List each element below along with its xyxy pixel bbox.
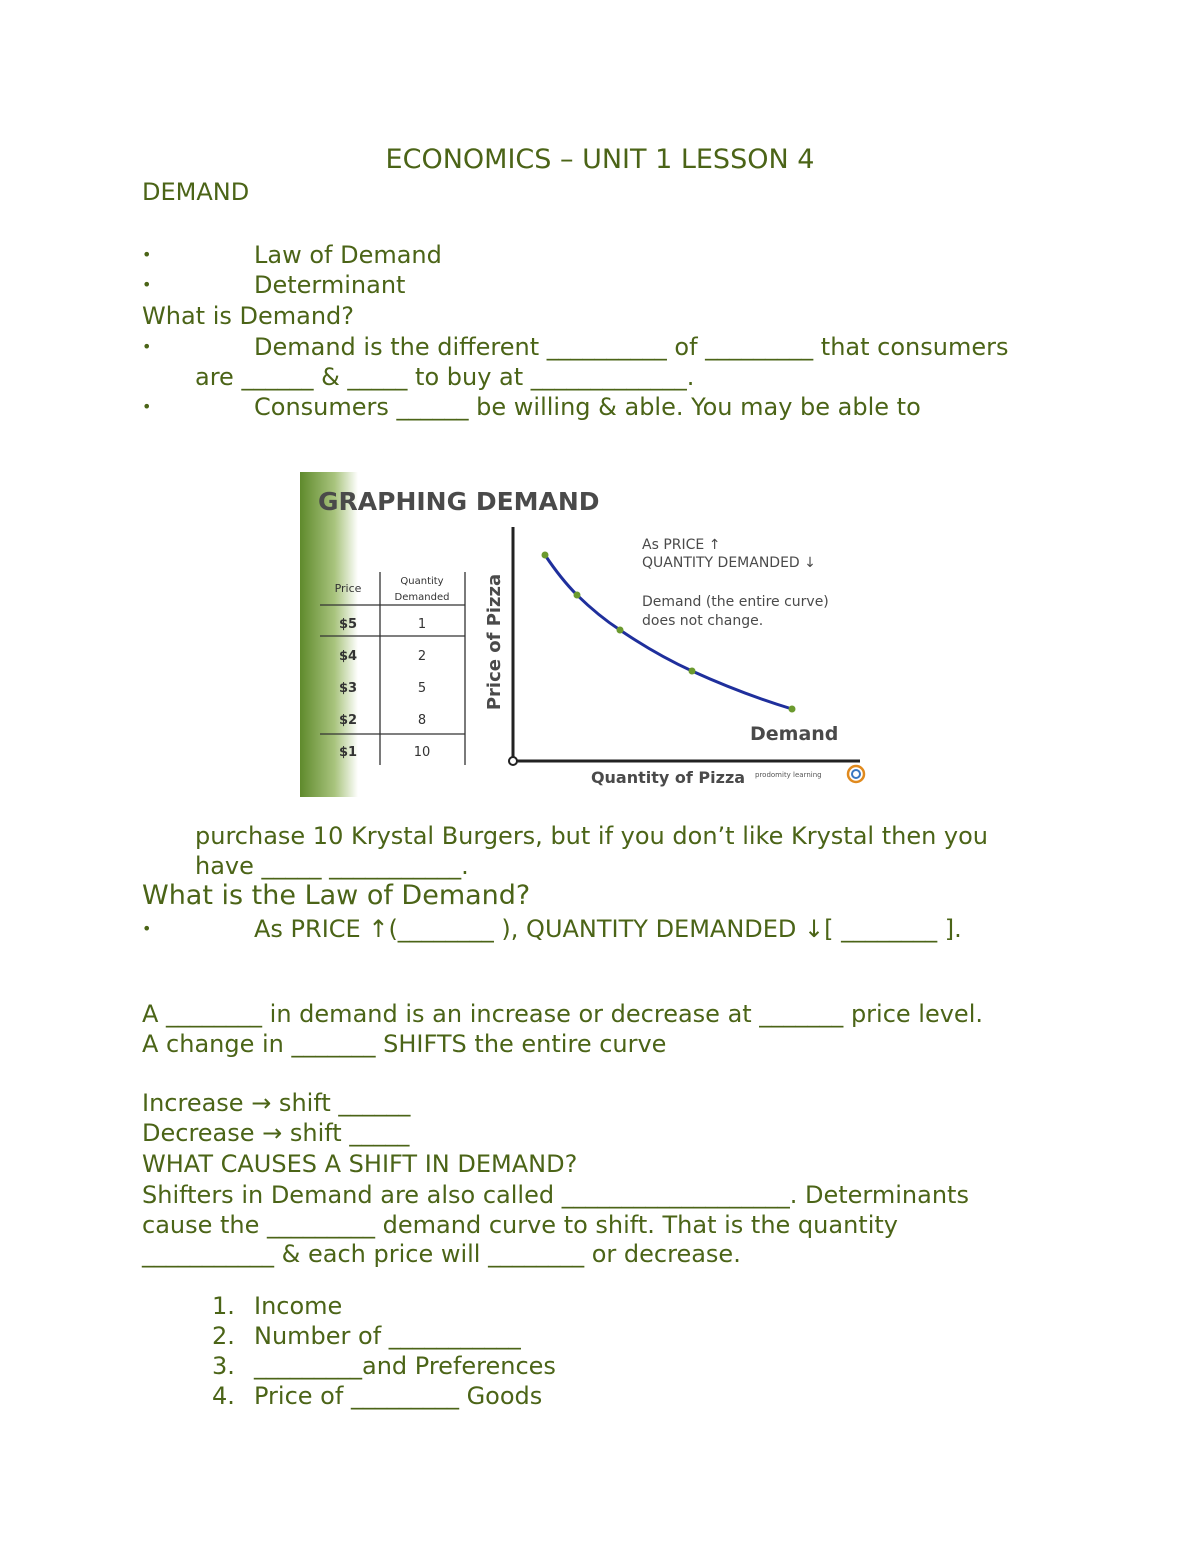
table-cell-price: $4: [338, 649, 358, 664]
table-cell-quantity: 8: [417, 713, 427, 728]
note-quantity-down: QUANTITY DEMANDED ↓: [642, 555, 816, 571]
note-no-change: does not change.: [642, 613, 764, 629]
note-curve: Demand (the entire curve): [642, 594, 829, 610]
table-cell-price: $1: [338, 745, 358, 760]
purchase-line-2: have _____ ___________.: [195, 852, 469, 880]
table-cell-quantity: 1: [417, 617, 427, 632]
question-what-causes-shift: WHAT CAUSES A SHIFT IN DEMAND?: [142, 1150, 578, 1178]
brand-logo-icon: [848, 766, 864, 782]
curve-label: Demand: [750, 723, 839, 745]
bullet-marker: •: [142, 245, 152, 264]
shifters-line-2: cause the _________ demand curve to shift. That is the quantity: [142, 1211, 898, 1239]
brand-logo-inner-icon: [852, 770, 860, 778]
graphing-demand-figure: [300, 472, 870, 797]
curve-point: [574, 592, 581, 599]
curve-point: [689, 668, 696, 675]
list-number: 1.: [212, 1292, 235, 1320]
demand-definition-line-2: are ______ & _____ to buy at _____________.: [195, 363, 695, 391]
origin-marker: [509, 757, 517, 765]
bullet-marker: •: [142, 275, 152, 294]
bullet-determinant: Determinant: [254, 271, 406, 299]
change-line-1: A ________ in demand is an increase or decrease at _______ price level.: [142, 1000, 983, 1028]
table-cell-price: $5: [338, 617, 358, 632]
bullet-law-of-demand: Law of Demand: [254, 241, 442, 269]
decrease-line: Decrease → shift _____: [142, 1119, 410, 1147]
x-axis-label: Quantity of Pizza: [590, 768, 746, 787]
list-item-preferences: _________and Preferences: [254, 1352, 556, 1380]
brand-logo-text: prodomity learning: [755, 771, 822, 779]
y-axis-label: Price of Pizza: [484, 573, 505, 711]
law-of-demand-line: As PRICE ↑(________ ), QUANTITY DEMANDED ↓[ ________ ].: [254, 915, 962, 943]
curve-points: [542, 552, 796, 713]
bullet-marker: •: [142, 337, 152, 356]
bullet-marker: •: [142, 397, 152, 416]
list-number: 2.: [212, 1322, 235, 1350]
curve-point: [789, 706, 796, 713]
shifters-line-1: Shifters in Demand are also called ___________________. Determinants: [142, 1181, 969, 1209]
curve-point: [617, 627, 624, 634]
document-title: ECONOMICS – UNIT 1 LESSON 4: [385, 144, 815, 175]
graphing-demand-svg: [300, 472, 870, 797]
curve-point: [542, 552, 549, 559]
table-cell-price: $2: [338, 713, 358, 728]
consumers-line: Consumers ______ be willing & able. You may be able to: [254, 393, 921, 421]
table-header-quantity: Quantity Demanded: [394, 576, 450, 603]
list-item-number-of: Number of ___________: [254, 1322, 521, 1350]
table-cell-price: $3: [338, 681, 358, 696]
list-item-price-of: Price of _________ Goods: [254, 1382, 543, 1410]
table-header-price: Price: [334, 582, 362, 595]
list-item-income: Income: [254, 1292, 343, 1320]
list-number: 4.: [212, 1382, 235, 1410]
purchase-line-1: purchase 10 Krystal Burgers, but if you don’t like Krystal then you: [195, 822, 989, 850]
change-line-2: A change in _______ SHIFTS the entire curve: [142, 1030, 667, 1058]
bullet-marker: •: [142, 919, 152, 938]
demand-curve: [545, 555, 792, 709]
question-law-of-demand: What is the Law of Demand?: [142, 880, 531, 911]
question-what-is-demand: What is Demand?: [142, 302, 355, 330]
section-heading-demand: DEMAND: [142, 178, 250, 206]
table-cell-quantity: 2: [417, 649, 427, 664]
increase-line: Increase → shift ______: [142, 1089, 411, 1117]
table-cell-quantity: 10: [413, 745, 431, 760]
note-price-up: As PRICE ↑: [642, 537, 721, 553]
demand-definition-line-1: Demand is the different __________ of _________ that consumers: [254, 333, 1009, 361]
table-cell-quantity: 5: [417, 681, 427, 696]
shifters-line-3: ___________ & each price will ________ or decrease.: [142, 1240, 741, 1268]
figure-title: GRAPHING DEMAND: [318, 487, 600, 516]
list-number: 3.: [212, 1352, 235, 1380]
